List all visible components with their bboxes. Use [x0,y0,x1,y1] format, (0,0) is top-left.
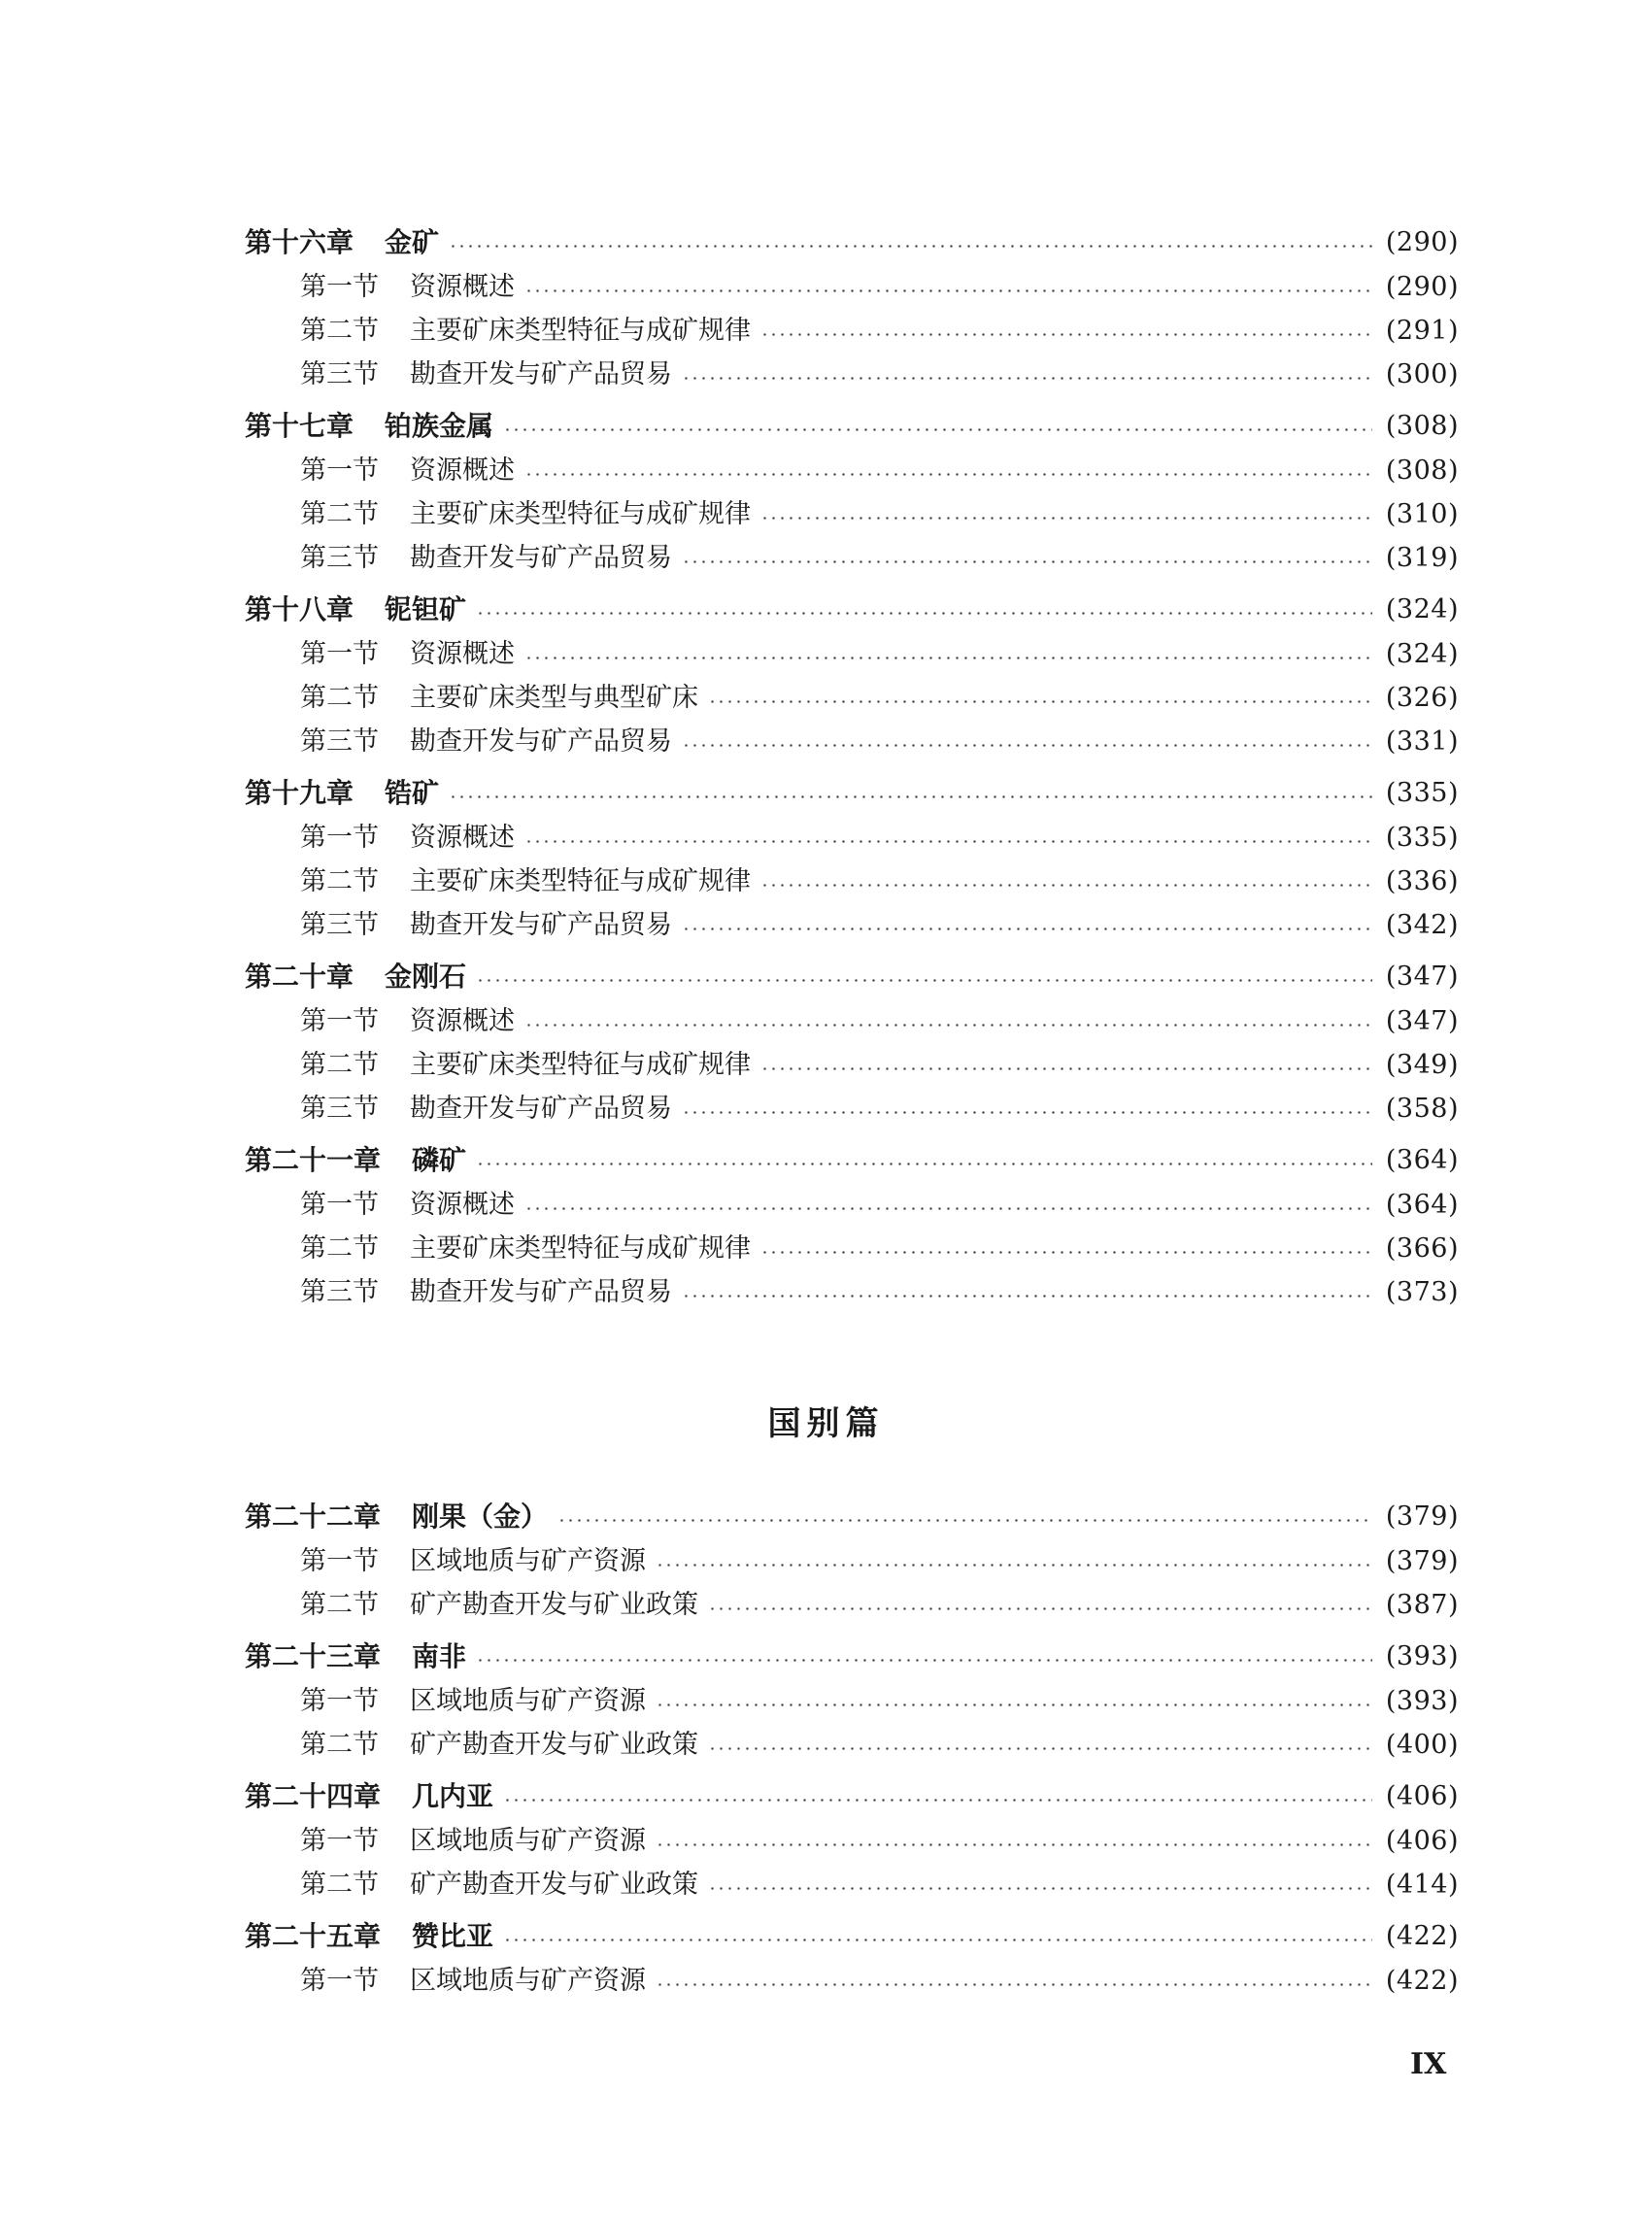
toc-chapter-entry[interactable] [245,1773,1459,1819]
entry-page: (308) [1385,455,1459,486]
dot-leader [760,333,1372,336]
toc-chapter-entry[interactable] [245,403,1459,449]
entry-number: 第一节 [300,823,379,853]
page-number: IX [1410,2047,1447,2081]
toc-section-entry[interactable] [245,1183,1459,1227]
toc-section-entry[interactable] [245,999,1459,1043]
toc-section-entry[interactable] [245,903,1459,947]
entry-number: 第三节 [300,726,379,757]
entry-title: 主要矿床类型特征与成矿规律 [410,316,751,346]
entry-page: (324) [1385,639,1459,669]
dot-leader [682,1111,1372,1114]
toc-section-entry[interactable] [245,449,1459,492]
entry-number: 第三节 [300,359,379,389]
entry-number: 第二节 [300,1590,379,1620]
entry-title: 刚果（金） [412,1501,549,1533]
dot-leader [476,1659,1372,1662]
toc-section-entry[interactable] [245,1863,1459,1906]
dot-leader [557,1519,1372,1522]
dot-leader [760,1251,1372,1254]
dot-leader [449,795,1372,798]
entry-page: (406) [1385,1781,1459,1811]
entry-page: (331) [1385,726,1459,757]
entry-number: 第二节 [300,683,379,713]
entry-page: (387) [1385,1590,1459,1620]
dot-leader [708,1747,1372,1750]
part-title: 国别篇 [767,1404,885,1443]
toc-section-entry[interactable] [245,1819,1459,1863]
entry-title: 区域地质与矿产资源 [410,1546,646,1576]
entry-page: (414) [1385,1870,1459,1900]
entry-page: (290) [1385,227,1459,257]
entry-title: 主要矿床类型特征与成矿规律 [410,866,751,896]
toc-section-entry[interactable] [245,309,1459,353]
entry-page: (347) [1385,961,1459,992]
dot-leader [708,700,1372,703]
entry-number: 第十八章 [245,593,354,625]
entry-title: 勘查开发与矿产品贸易 [410,726,672,757]
dot-leader [682,560,1372,563]
entry-page: (319) [1385,543,1459,573]
entry-page: (300) [1385,359,1459,389]
toc-section-entry[interactable] [245,1043,1459,1087]
entry-title: 勘查开发与矿产品贸易 [410,1277,672,1307]
entry-title: 区域地质与矿产资源 [410,1826,646,1856]
entry-title: 区域地质与矿产资源 [410,1966,646,1996]
entry-number: 第二节 [300,1870,379,1900]
entry-number: 第十九章 [245,777,354,809]
toc-chapter-entry[interactable] [245,1494,1459,1539]
entry-page: (366) [1385,1233,1459,1264]
toc-section-entry[interactable] [245,1270,1459,1314]
entry-page: (326) [1385,683,1459,713]
entry-title: 主要矿床类型特征与成矿规律 [410,499,751,529]
dot-leader [708,1607,1372,1610]
entry-number: 第三节 [300,1277,379,1307]
entry-page: (393) [1385,1641,1459,1671]
entry-number: 第二十章 [245,961,354,993]
entry-page: (422) [1385,1921,1459,1951]
entry-number: 第十六章 [245,226,354,258]
dot-leader [524,289,1372,292]
entry-page: (373) [1385,1277,1459,1307]
entry-number: 第一节 [300,455,379,486]
entry-number: 第一节 [300,1686,379,1716]
entry-number: 第二节 [300,866,379,896]
entry-page: (291) [1385,316,1459,346]
dot-leader [524,1207,1372,1210]
entry-page: (358) [1385,1094,1459,1124]
dot-leader [524,473,1372,476]
dot-leader [760,517,1372,520]
entry-page: (379) [1385,1546,1459,1576]
toc-section-entry[interactable] [245,860,1459,903]
entry-number: 第二节 [300,499,379,529]
dot-leader [656,1564,1372,1567]
toc-section-entry[interactable] [245,265,1459,309]
dot-leader [503,1799,1372,1802]
entry-title: 磷矿 [412,1144,467,1176]
entry-title: 勘查开发与矿产品贸易 [410,1094,672,1124]
dot-leader [503,428,1372,431]
entry-title: 铌钽矿 [385,593,467,625]
entry-title: 勘查开发与矿产品贸易 [410,910,672,940]
entry-page: (379) [1385,1501,1459,1532]
toc-chapter-entry[interactable] [245,954,1459,999]
toc-part-two [245,1494,1459,2003]
entry-page: (335) [1385,778,1459,808]
dot-leader [476,612,1372,615]
dot-leader [760,884,1372,887]
entry-page: (364) [1385,1145,1459,1175]
dot-leader [760,1067,1372,1070]
toc-section-entry[interactable] [245,816,1459,860]
entry-title: 资源概述 [410,639,515,669]
toc-section-entry[interactable] [245,1539,1459,1583]
toc-section-entry[interactable] [245,676,1459,720]
entry-title: 赞比亚 [412,1920,494,1952]
toc-section-entry[interactable] [245,632,1459,676]
toc-section-entry[interactable] [245,1227,1459,1270]
toc-part-one [245,219,1459,1314]
entry-title: 几内亚 [412,1780,494,1812]
dot-leader [682,744,1372,747]
entry-title: 勘查开发与矿产品贸易 [410,359,672,389]
dot-leader [656,1703,1372,1706]
entry-title: 资源概述 [410,1006,515,1036]
toc-section-entry[interactable] [245,1583,1459,1627]
entry-title: 锆矿 [385,777,440,809]
entry-title: 金刚石 [385,961,467,993]
entry-title: 资源概述 [410,455,515,486]
entry-number: 第二十二章 [245,1501,382,1533]
entry-title: 南非 [412,1640,467,1672]
dot-leader [708,1887,1372,1890]
dot-leader [524,657,1372,659]
toc-chapter-entry[interactable] [245,1137,1459,1183]
entry-number: 第二节 [300,316,379,346]
dot-leader [503,1939,1372,1941]
dot-leader [656,1983,1372,1986]
toc-section-entry[interactable] [245,1959,1459,2003]
entry-page: (336) [1385,866,1459,896]
dot-leader [449,245,1372,248]
entry-title: 矿产勘查开发与矿业政策 [410,1870,698,1900]
entry-page: (393) [1385,1686,1459,1716]
toc-section-entry[interactable] [245,492,1459,536]
toc-chapter-entry[interactable] [245,1634,1459,1679]
dot-leader [682,1295,1372,1298]
entry-page: (310) [1385,499,1459,529]
entry-number: 第二节 [300,1730,379,1760]
entry-title: 区域地质与矿产资源 [410,1686,646,1716]
entry-page: (335) [1385,823,1459,853]
entry-number: 第十七章 [245,410,354,442]
entry-title: 矿产勘查开发与矿业政策 [410,1730,698,1760]
dot-leader [524,840,1372,843]
entry-page: (364) [1385,1190,1459,1220]
entry-page: (290) [1385,272,1459,302]
entry-number: 第一节 [300,639,379,669]
entry-number: 第三节 [300,1094,379,1124]
entry-number: 第二十五章 [245,1920,382,1952]
entry-number: 第二十三章 [245,1640,382,1672]
entry-page: (400) [1385,1730,1459,1760]
entry-title: 勘查开发与矿产品贸易 [410,543,672,573]
entry-number: 第二节 [300,1050,379,1080]
entry-number: 第一节 [300,1006,379,1036]
entry-number: 第一节 [300,272,379,302]
entry-number: 第二节 [300,1233,379,1264]
entry-title: 主要矿床类型特征与成矿规律 [410,1233,751,1264]
entry-title: 主要矿床类型特征与成矿规律 [410,1050,751,1080]
entry-page: (324) [1385,594,1459,624]
dot-leader [682,377,1372,380]
entry-title: 铂族金属 [385,410,494,442]
toc-section-entry[interactable] [245,536,1459,580]
toc-chapter-entry[interactable] [245,1913,1459,1959]
entry-page: (406) [1385,1826,1459,1856]
entry-page: (342) [1385,910,1459,940]
toc-chapter-entry[interactable] [245,587,1459,632]
toc-section-entry[interactable] [245,1723,1459,1767]
entry-title: 主要矿床类型与典型矿床 [410,683,698,713]
dot-leader [476,979,1372,982]
entry-title: 资源概述 [410,272,515,302]
entry-page: (308) [1385,411,1459,441]
toc-section-entry[interactable] [245,720,1459,763]
entry-number: 第一节 [300,1826,379,1856]
entry-page: (422) [1385,1966,1459,1996]
entry-number: 第一节 [300,1546,379,1576]
entry-number: 第三节 [300,543,379,573]
toc-section-entry[interactable] [245,353,1459,396]
entry-number: 第一节 [300,1966,379,1996]
toc-chapter-entry[interactable] [245,219,1459,265]
toc-chapter-entry[interactable] [245,770,1459,816]
dot-leader [524,1024,1372,1027]
entry-title: 资源概述 [410,823,515,853]
dot-leader [682,928,1372,930]
dot-leader [656,1843,1372,1846]
entry-page: (349) [1385,1050,1459,1080]
entry-number: 第二十四章 [245,1780,382,1812]
entry-number: 第一节 [300,1190,379,1220]
entry-number: 第二十一章 [245,1144,382,1176]
entry-page: (347) [1385,1006,1459,1036]
entry-title: 矿产勘查开发与矿业政策 [410,1590,698,1620]
entry-title: 金矿 [385,226,440,258]
entry-number: 第三节 [300,910,379,940]
dot-leader [476,1163,1372,1165]
entry-title: 资源概述 [410,1190,515,1220]
toc-section-entry[interactable] [245,1679,1459,1723]
toc-section-entry[interactable] [245,1087,1459,1130]
